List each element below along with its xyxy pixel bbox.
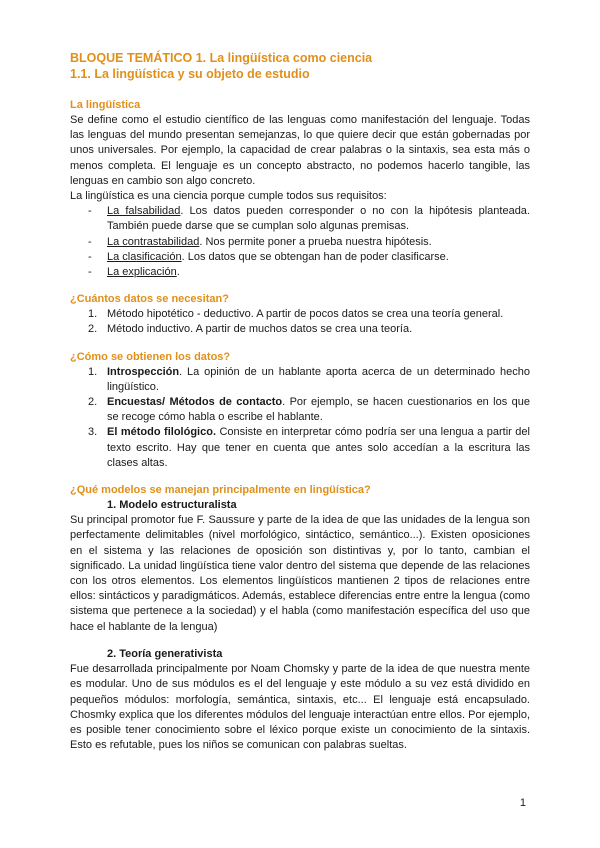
item-text: Método inductivo. A partir de muchos datos se crea una teoría.: [107, 323, 413, 336]
list-item: [70, 395, 530, 425]
list-item: [70, 307, 530, 322]
metodos-list: [70, 307, 530, 337]
model-2-text: Fue desarrollada principalmente por Noam Chomsky y parte de la idea de que nuestra mente es modular. Uno de sus módulos es el del lenguaje y este módulo a su vez está dividido en pequeños módulos: morfología, semántica, sintaxis, etc... El lenguaje está encapsulado. Chosmky explica que los diferentes módulos del lenguaje interactúan entre ellos. Por ejemplo, es posible tener conocimiento sobre el léxico porque existe un conocimiento de la sintaxis. Esto es refutable, pues los niños se comunican con palabras sueltas.: [70, 663, 530, 752]
list-item: [70, 322, 530, 337]
section-como-datos: [70, 350, 530, 471]
item-text: . Por ejemplo, se hacen cuestionarios en los que se recoge cómo habla o escribe el hablante.: [107, 396, 530, 424]
doc-subtitle: 1.1. La lingüística y su objeto de estudio: [70, 67, 310, 81]
paragraph-definition: Se define como el estudio científico de las lenguas como manifestación del lenguaje. Todas las lenguas del mundo presentan semejanzas, lo que quiere decir que están gobernadas por unos universales. Por ejemplo, la capacidad de crear palabras o la sintaxis, sea esta más o menos completa. El lenguaje es un concepto abstracto, no podemos hacerlo tangible, las lenguas en cambio son algo concreto.: [70, 114, 530, 187]
model-1-text: Su principal promotor fue F. Saussure y parte de la idea de que las unidades de la lengua son perfectamente delimitables (nivel morfológico, sintáctico, semántico...). Existen oposiciones en el sistema y las relaciones de oposición son distintivas y, por lo tanto, cambian el significado. La unidad lingüística tiene valor dentro del sistema que depende de las relaciones con los otros elementos. Los elementos lingüísticos mantienen 2 tipos de relaciones entre ellos: sintácticos y paradigmáticos. Además, establece diferencias entre entre la lengua (como sistema que pertenece a la sociedad) y el habla (como manifestación específica del uso que hace el hablante de la lengua): [70, 514, 530, 633]
model-2-title: 2. Teoría generativista: [107, 647, 223, 660]
term: La clasificación: [107, 250, 182, 263]
item-number: 2.: [88, 396, 98, 409]
list-item: [70, 365, 530, 395]
item-text: . La opinión de un hablante aporta acerca de un determinado hecho lingüístico.: [107, 365, 530, 393]
item-number: 3.: [88, 426, 98, 439]
dash-bullet: -: [88, 235, 92, 248]
item-text: . Los datos pueden corresponder o no con la hipótesis planteada. También puede darse que se cumplan solo algunas premisas.: [107, 205, 530, 233]
dash-bullet: -: [88, 250, 92, 263]
term: El método filológico.: [107, 426, 216, 439]
item-text: . Los datos que se obtengan han de poder clasificarse.: [181, 250, 449, 263]
requisitos-list: [70, 204, 530, 280]
section-cuantos-datos: [70, 292, 530, 337]
term: La explicación: [107, 266, 177, 279]
heading-cuantos-datos: ¿Cuántos datos se necesitan?: [70, 293, 229, 306]
item-number: 1.: [88, 308, 98, 321]
dash-bullet: -: [88, 266, 92, 279]
doc-title: BLOQUE TEMÁTICO 1. La lingüística como ciencia: [70, 51, 373, 65]
term: Introspección: [107, 365, 180, 378]
document-page: [70, 50, 530, 753]
heading-modelos: ¿Qué modelos se manejan principalmente en lingüística?: [70, 484, 371, 497]
term: La falsabilidad: [107, 205, 181, 218]
item-text: .: [176, 266, 180, 279]
item-text: Método hipotético - deductivo. A partir de pocos datos se crea una teoría general.: [107, 308, 504, 321]
term: La contrastabilidad: [107, 235, 200, 248]
list-item: [70, 425, 530, 471]
item-number: 2.: [88, 323, 98, 336]
item-number: 1.: [88, 365, 98, 378]
model-1-title: 1. Modelo estructuralista: [107, 499, 237, 512]
paragraph-requisitos: La lingüística es una ciencia porque cumple todos sus requisitos:: [70, 190, 387, 203]
section-linguistica: [70, 98, 530, 280]
section-modelos: [70, 483, 530, 753]
list-item: [70, 204, 530, 234]
obtencion-list: [70, 365, 530, 471]
item-text: Consiste en interpretar cómo podría ser una lengua a partir del texto escrito. Hay que tener en cuenta que antes solo accedían a la escritura las clases altas.: [107, 426, 530, 469]
list-item: [70, 265, 530, 280]
list-item: [70, 250, 530, 265]
list-item: [70, 235, 530, 250]
heading-linguistica: La lingüística: [70, 99, 141, 111]
heading-como-datos: ¿Cómo se obtienen los datos?: [70, 350, 231, 363]
term: Encuestas/ Métodos de contacto: [107, 396, 283, 409]
dash-bullet: -: [88, 205, 92, 218]
item-text: . Nos permite poner a prueba nuestra hipótesis.: [199, 235, 432, 248]
page-number: 1: [519, 797, 526, 809]
